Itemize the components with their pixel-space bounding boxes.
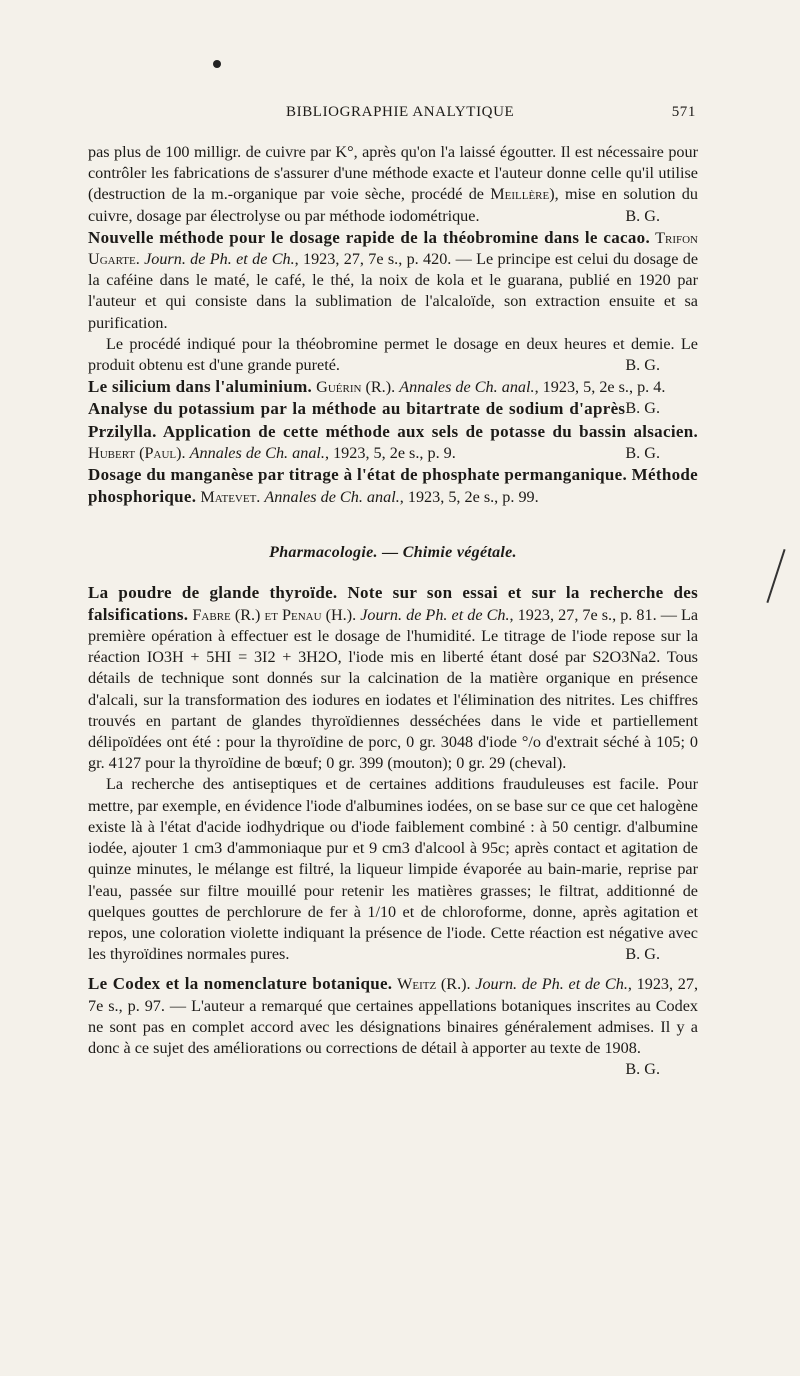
entry-author: Trifon Ugarte. [88, 228, 698, 269]
entry-ref: , 1923, 5, 2e s., p. 4. [534, 378, 666, 397]
entry-ref: , 1923, 5, 2e s., p. 9. [324, 443, 456, 462]
entry-journal: Journ. de Ph. et de Ch. [144, 250, 295, 269]
entry-journal: Annales de Ch. anal. [264, 488, 400, 507]
intro-text-2: ), mise en solution du cuivre, dosage par électrolyse ou par méthode iodométrique. [88, 185, 698, 225]
section-heading [88, 542, 698, 563]
intro-author: Meillère [490, 185, 550, 204]
running-head [88, 104, 708, 128]
entry-journal: Journ. de Ph. et de Ch. [475, 975, 628, 994]
entry-text-2: La recherche des antiseptiques et de certaines additions frauduleuses est facile. Pour mettre, par exemple, en évidence l'iode d'albumines iodées, on se base sur ce que cet halogène existe là à l'état d'acide iodhydrique ou d'iode faiblement combiné : à 50 centigr. d'albumine iodée, ajouter 1 cm3 d'ammoniaque pur et 9 cm3 d'alcool à 95c; après contact et agitation de quinze minutes, le mélange est filtré, la liqueur limpide évaporée au bain-marie, reprise par l'eau, passée sur filtre mouillé pour retenir les matières grasses; le filtrat, additionné de quelques gouttes de perchlorure de fer à 1/10 et de chloroforme, donne, après agitation et repos, une coloration violette indiquant la présence de l'iode. Cette réaction est négative avec les thyroïdines normales pures. [88, 775, 698, 964]
entry-journal: Journ. de Ph. et de Ch. [360, 605, 510, 624]
entry-title: Dosage du manganèse par titrage à l'état de phosphate permanganique. Méthode phosphorique. [88, 465, 698, 507]
signature: B. G. [625, 1060, 660, 1079]
entry-text: La première opération à effectuer est le dosage de l'humidité. Le titrage de l'iode repose sur la réaction IO3H + 5HI = 3I2 + 3H2O, l'iode mis en liberté étant dosé par S2O3Na2. Tous détails de technique sont donnés sur la calcination de la matière organique en présence d'alcali, sur la transformation des iodures en iodates et l'élimination des nitrites. Les chiffres trouvés en partant de glandes thyroïdiennes desséchées dans le vide et partiellement délipoïdées ont été : pour la thyroïdine de porc, 0 gr. 3048 d'iode °/o d'extrait séché à 105; 0 gr. 4127 pour la thyroïdine de bœuf; 0 gr. 399 (mouton); 0 gr. 29 (cheval). [88, 605, 699, 773]
entry-author: Weitz (R.). [397, 975, 471, 994]
entry-ref: , 1923, 27, 7e s., p. 81. — [509, 605, 681, 624]
entry-theobromine [88, 227, 698, 334]
text-column [88, 142, 698, 1080]
entry-title: La poudre de glande thyroïde. Note sur son essai et sur la recherche des falsifications. [88, 582, 698, 624]
entry-codex [88, 973, 699, 1079]
intro-paragraph [88, 142, 698, 227]
signature: B. G. [625, 356, 660, 375]
section-right: Chimie végétale. [402, 544, 517, 562]
entry-ref: , 1923, 5, 2e s., p. 99. [399, 488, 539, 507]
entry-potassium [88, 398, 698, 464]
entry-thyroide [88, 582, 698, 775]
entry-thyroide-cont [88, 774, 698, 965]
entry-silicium [88, 376, 698, 418]
signature: B. G. [625, 206, 660, 225]
entry-author: Fabre (R.) et Penau (H.). [192, 605, 357, 624]
entry-manganese [88, 464, 698, 508]
entry-author: Matevet. [200, 488, 261, 507]
entry-title: Le Codex et la nomenclature botanique. [88, 974, 393, 994]
entry-journal: Annales de Ch. anal. [399, 378, 535, 397]
section-left: Pharmacologie. [269, 544, 378, 562]
signature: B. G. [625, 443, 660, 462]
ink-dot [213, 60, 221, 68]
page-number: 571 [671, 104, 696, 120]
entry-title: Le silicium dans l'aluminium. [88, 377, 313, 397]
entry-ref: , 1923, 27, 7e s., p. 97. — [88, 975, 699, 1015]
entry-theobromine-cont [88, 334, 698, 376]
margin-pencil-mark [766, 549, 785, 603]
section-dash: — [382, 544, 399, 562]
entry-ref: , 1923, 27, 7e s., p. 420. — [294, 250, 477, 269]
signature: B. G. [625, 399, 660, 418]
signature: B. G. [625, 945, 660, 964]
entry-text-2: Le procédé indiqué pour la théobromine permet le dosage en deux heures et demie. Le produit obtenu est d'une grande pureté. [88, 334, 698, 375]
entry-author: Guérin (R.). [316, 378, 396, 397]
entry-title: Analyse du potassium par la méthode au bitartrate de sodium d'après Przilylla. Application de cette méthode aux sels de potasse du bassin alsacien. [88, 399, 698, 441]
entry-title: Nouvelle méthode pour le dosage rapide de la théobromine dans le cacao. [88, 227, 650, 247]
running-title: BIBLIOGRAPHIE ANALYTIQUE [286, 104, 515, 120]
entry-author: Hubert (Paul). [88, 443, 186, 462]
entry-journal: Annales de Ch. anal. [189, 443, 325, 462]
intro-text: pas plus de 100 milligr. de cuivre par K°, après qu'on l'a laissé égoutter. Il est nécessaire pour contrôler les fabrications de s'assurer d'une méthode exacte et l'auteur donne celle qu'il utilise (destruction de la m.-organique par voie sèche, procédé de [88, 143, 698, 204]
entry-text: L'auteur a remarqué que certaines appellations botaniques inscrites au Codex ne sont pas en complet accord avec les désignations binaires généralement admises. Il y a donc à ce sujet des améliorations ou corrections de détail à apporter au texte de 1908. [88, 996, 699, 1057]
entry-text: Le principe est celui du dosage de la caféine dans le maté, le café, le thé, la noix de kola et le guarana, publié en 1920 par l'auteur et qui consiste dans la sublimation de l'alcaloïde, son extraction ensuite et sa purification. [88, 250, 699, 332]
